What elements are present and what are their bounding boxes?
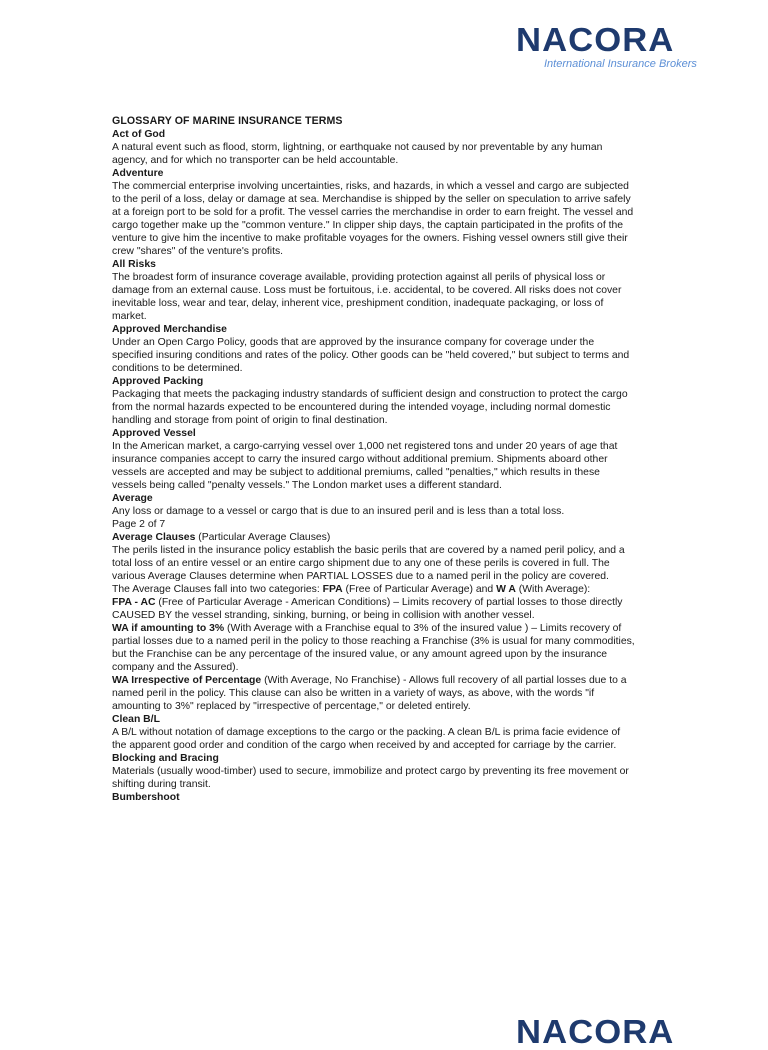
glossary-entry <box>112 167 637 258</box>
logo-tagline: International Insurance Brokers <box>544 58 697 70</box>
fpa-description: (Free of Particular Average) and <box>342 584 497 595</box>
company-logo <box>516 22 726 71</box>
entry-definition: Any loss or damage to a vessel or cargo that is due to an insured peril and is less than a total loss. <box>112 506 565 517</box>
entry-term: All Risks <box>112 259 156 270</box>
entry-term: Approved Packing <box>112 376 204 387</box>
wa-description: (With Average): <box>515 584 591 595</box>
entry-term: Approved Vessel <box>112 428 196 439</box>
entry-definition: Materials (usually wood-timber) used to secure, immobilize and protect cargo by preventing its free movement or shifting during transit. <box>112 766 629 790</box>
clause-paragraph <box>112 674 637 713</box>
clause-paragraph <box>112 622 637 674</box>
entry-term: Bumbershoot <box>112 792 180 803</box>
page-number: Page 2 of 7 <box>112 519 166 530</box>
fpa-label: FPA <box>322 584 343 595</box>
glossary-entry <box>112 752 637 791</box>
footer-logo <box>516 1013 726 1050</box>
glossary-entry <box>112 791 637 804</box>
logo-wordmark: NACORA <box>516 21 675 58</box>
entry-term: Adventure <box>112 168 164 179</box>
entry-term: Approved Merchandise <box>112 324 227 335</box>
clause-text: (Free of Particular Average - American Conditions) – Limits recovery of partial losses to those directly CAUSED BY the vessel stranding, sinking, burning, or being in collision with another vessel. <box>112 597 623 621</box>
entry-term: Clean B/L <box>112 714 160 725</box>
clause-text: (With Average with a Franchise equal to 3% of the insured value ) – Limits recovery of partial losses due to a named peril in the policy to those reaching a Franchise (3% is usual for many commodities, but the Franchise can be any percentage of the insured value, or any amount agreed upon by the insurance company and the Assured). <box>112 623 635 673</box>
document-body <box>112 115 637 804</box>
entry-term-suffix: (Particular Average Clauses) <box>195 532 331 543</box>
glossary-entry <box>112 258 637 323</box>
glossary-entry <box>112 128 637 167</box>
clause-label: WA Irrespective of Percentage <box>112 675 262 686</box>
glossary-entry <box>112 375 637 427</box>
entry-term-line <box>112 531 637 544</box>
clause-text: (With Average, No Franchise) - Allows full recovery of all partial losses due to a named peril in the policy. This clause can also be written in a variety of ways, as above, with the words "if amounting to 3%" replaced by "irrespective of percentage," or deleted entirely. <box>112 675 627 712</box>
entry-definition: The commercial enterprise involving uncertainties, risks, and hazards, in which a vessel and cargo are subjected to the peril of a loss, delay or damage at sea. Merchandise is shipped by the seller on speculation to arrive safely at a foreign port to be sold for a profit. The vessel carries the merchandise in order to earn freight. The vessel and cargo together make up the "common venture." In clipper ship days, the captain participated in the profits of the venture to give him the incentive to make profitable voyages for the owners. Fishing vessel owners still give their crew "shares" of the venture's profits. <box>112 181 634 257</box>
entry-term: Average <box>112 493 153 504</box>
entry-definition: Under an Open Cargo Policy, goods that are approved by the insurance company for coverage under the specified insuring conditions and rates of the policy. Other goods can be "held covered," but subject to terms and conditions to be determined. <box>112 337 630 374</box>
document-title: GLOSSARY OF MARINE INSURANCE TERMS <box>112 115 343 127</box>
glossary-entry <box>112 713 637 752</box>
categories-line <box>112 583 637 596</box>
categories-intro: The Average Clauses fall into two categories: <box>112 584 323 595</box>
entry-definition: In the American market, a cargo-carrying vessel over 1,000 net registered tons and under 20 years of age that insurance companies accept to carry the insured cargo without additional premium. Shipments aboard other vessels are accepted and may be subject to additional premiums, called "penalties," which results in these vessels being called "penalty vessels." The London market uses a different standard. <box>112 441 618 491</box>
entry-definition: A natural event such as flood, storm, lightning, or earthquake not caused by nor preventable by any human agency, and for which no transporter can be held accountable. <box>112 142 603 166</box>
glossary-entry <box>112 427 637 492</box>
entry-definition: The broadest form of insurance coverage available, providing protection against all perils of physical loss or damage from an external cause. Loss must be fortuitous, i.e. accidental, to be covered. All risks does not cover inevitable loss, wear and tear, delay, inherent vice, preshipment condition, inadequate packaging, or loss of market. <box>112 272 622 322</box>
glossary-entry <box>112 492 637 518</box>
clause-label: WA if amounting to 3% <box>112 623 225 634</box>
entry-definition: Packaging that meets the packaging industry standards of sufficient design and construction to protect the cargo from the normal hazards expected to be encountered during the intended voyage, including normal domestic handling and storage from point of origin to final destination. <box>112 389 628 426</box>
entry-term: Blocking and Bracing <box>112 753 219 764</box>
wa-label: W A <box>496 584 516 595</box>
entry-definition: A B/L without notation of damage exceptions to the cargo or the packing. A clean B/L is prima facie evidence of the apparent good order and condition of the cargo when received by and accepted for carriage by the carrier. <box>112 727 621 751</box>
clause-label: FPA - AC <box>112 597 156 608</box>
glossary-entry-average-clauses <box>112 531 637 596</box>
entry-term: Act of God <box>112 129 166 140</box>
entry-definition: The perils listed in the insurance policy establish the basic perils that are covered by a named peril policy, and a total loss of an entire vessel or an entire cargo shipment due to any one of these perils is covered in full. The various Average Clauses determine when PARTIAL LOSSES due to a named peril in the policy are covered. <box>112 545 625 582</box>
glossary-entry <box>112 323 637 375</box>
clause-paragraph <box>112 596 637 622</box>
footer-logo-wordmark: NACORA <box>516 1013 675 1050</box>
entry-term: Average Clauses <box>112 532 196 543</box>
